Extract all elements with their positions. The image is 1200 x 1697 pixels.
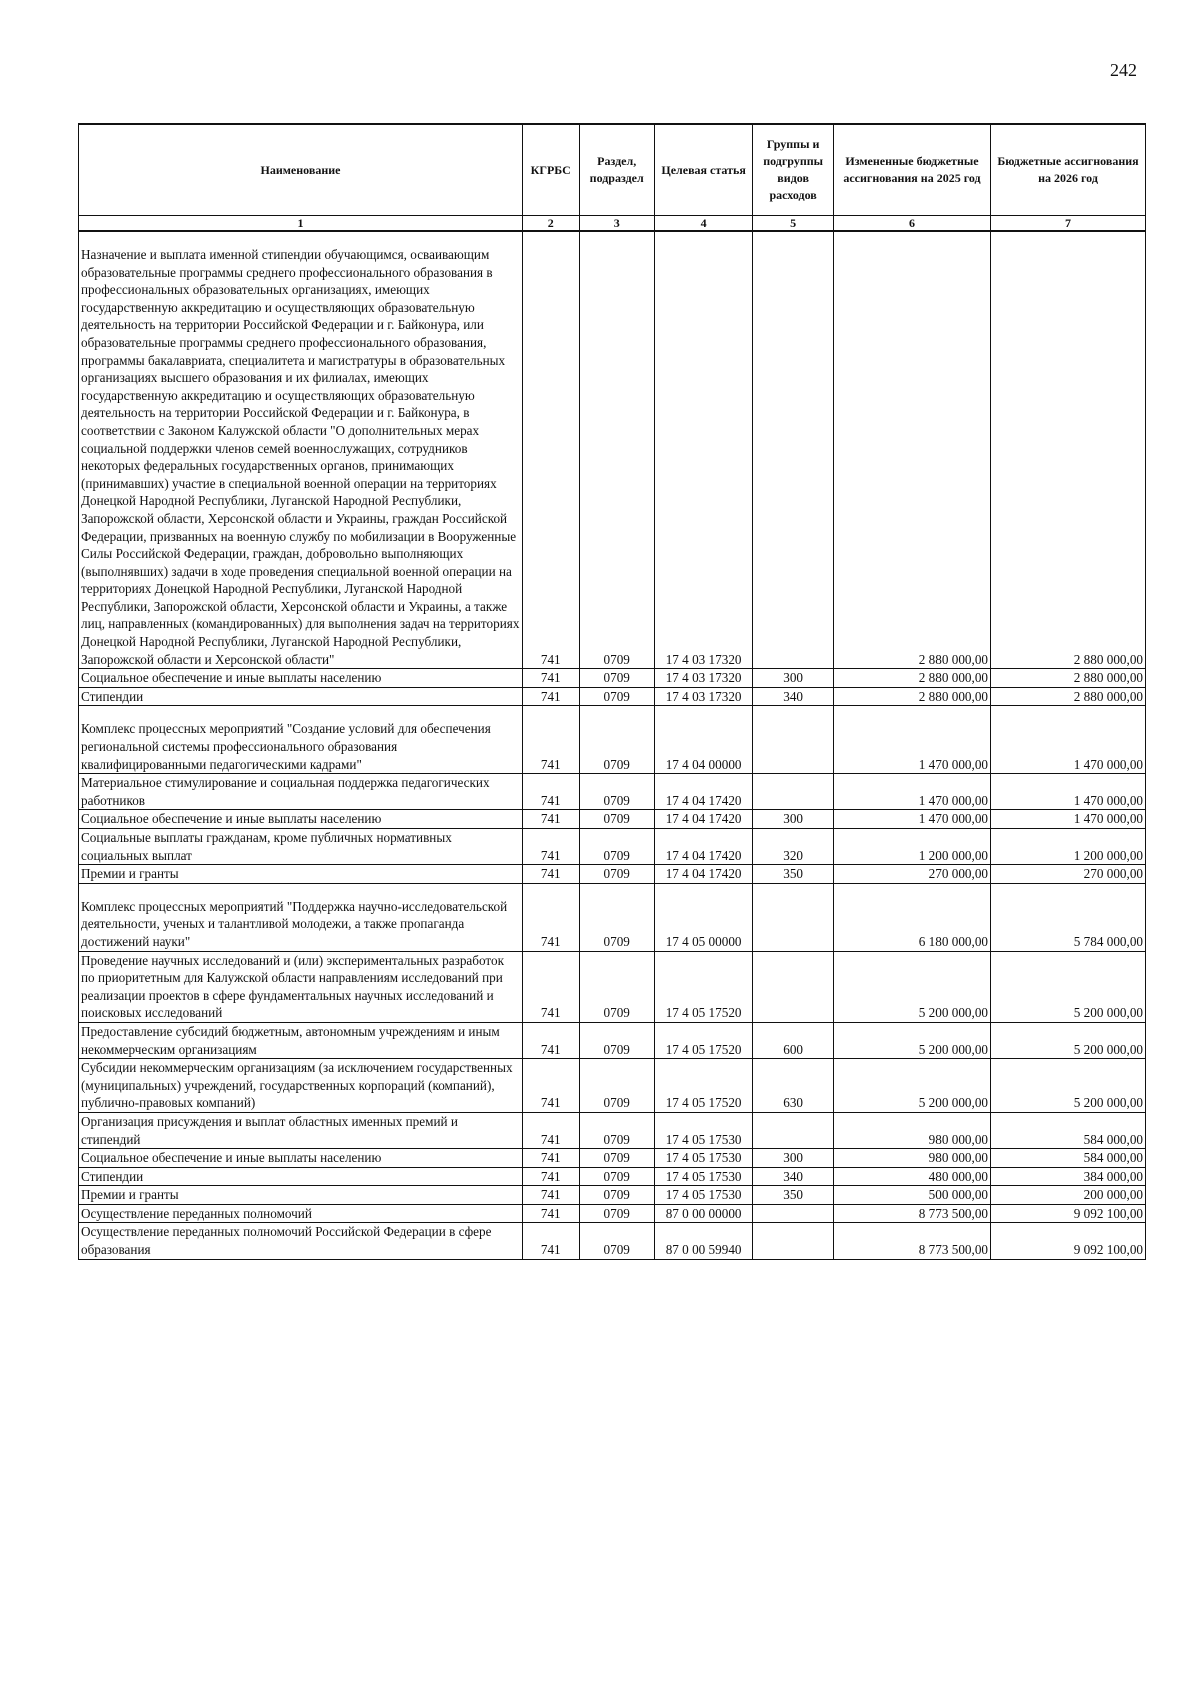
- spacer-cell: [654, 706, 752, 721]
- row-name: Стипендии: [79, 1167, 523, 1186]
- row-tselevaya: 17 4 05 17530: [654, 1186, 752, 1205]
- col-number: 3: [579, 216, 654, 232]
- row-kgrbs: 741: [522, 951, 579, 1022]
- row-value-2026: 584 000,00: [991, 1112, 1146, 1148]
- row-value-2026: 1 470 000,00: [991, 810, 1146, 829]
- table-row: [79, 898, 1146, 951]
- row-vid: [753, 246, 834, 669]
- row-name: Осуществление переданных полномочий Российской Федерации в сфере образования: [79, 1223, 523, 1259]
- row-razdel: 0709: [579, 951, 654, 1022]
- spacer-cell: [833, 231, 990, 246]
- row-vid: 350: [753, 865, 834, 884]
- row-tselevaya: 17 4 05 00000: [654, 898, 752, 951]
- row-razdel: 0709: [579, 898, 654, 951]
- row-name: Субсидии некоммерческим организациям (за исключением государственных (муниципальных) учреждений, государственных корпораций (компаний), публично-правовых компаний): [79, 1059, 523, 1113]
- row-name: Комплекс процессных мероприятий "Поддержка научно-исследовательской деятельности, ученых и талантливой молодежи, а также пропаганда достижений науки": [79, 898, 523, 951]
- row-value-2026: 2 880 000,00: [991, 246, 1146, 669]
- row-value-2025: 980 000,00: [833, 1149, 990, 1168]
- row-vid: [753, 898, 834, 951]
- row-value-2025: 1 470 000,00: [833, 774, 990, 810]
- row-tselevaya: 17 4 04 17420: [654, 774, 752, 810]
- col-number: 1: [79, 216, 523, 232]
- row-tselevaya: 17 4 05 17530: [654, 1167, 752, 1186]
- table-row: [79, 951, 1146, 1022]
- row-value-2026: 1 200 000,00: [991, 829, 1146, 865]
- row-value-2025: 5 200 000,00: [833, 951, 990, 1022]
- spacer-cell: [579, 883, 654, 898]
- row-vid: 630: [753, 1059, 834, 1113]
- spacer-cell: [79, 231, 523, 246]
- col-number: 2: [522, 216, 579, 232]
- row-value-2026: 1 470 000,00: [991, 720, 1146, 773]
- spacer-cell: [654, 883, 752, 898]
- row-vid: 300: [753, 810, 834, 829]
- budget-table: [78, 123, 1146, 1260]
- row-kgrbs: 741: [522, 687, 579, 706]
- table-row: [79, 1204, 1146, 1223]
- row-vid: [753, 1112, 834, 1148]
- row-value-2025: 5 200 000,00: [833, 1059, 990, 1113]
- table-row: [79, 810, 1146, 829]
- row-tselevaya: 17 4 05 17530: [654, 1112, 752, 1148]
- row-value-2026: 2 880 000,00: [991, 687, 1146, 706]
- row-value-2025: 8 773 500,00: [833, 1204, 990, 1223]
- row-tselevaya: 87 0 00 00000: [654, 1204, 752, 1223]
- row-name: Социальное обеспечение и иные выплаты населению: [79, 1149, 523, 1168]
- row-name: Осуществление переданных полномочий: [79, 1204, 523, 1223]
- row-name: Материальное стимулирование и социальная поддержка педагогических работников: [79, 774, 523, 810]
- header-izmen-2025: Измененные бюджетные ассигнования на 2025 год: [833, 124, 990, 216]
- row-kgrbs: 741: [522, 898, 579, 951]
- row-name: Премии и гранты: [79, 1186, 523, 1205]
- row-kgrbs: 741: [522, 1186, 579, 1205]
- col-number: 6: [833, 216, 990, 232]
- row-value-2025: 1 200 000,00: [833, 829, 990, 865]
- row-razdel: 0709: [579, 246, 654, 669]
- row-value-2025: 1 470 000,00: [833, 720, 990, 773]
- row-razdel: 0709: [579, 687, 654, 706]
- row-vid: 300: [753, 669, 834, 688]
- row-value-2026: 584 000,00: [991, 1149, 1146, 1168]
- row-kgrbs: 741: [522, 246, 579, 669]
- row-tselevaya: 17 4 04 00000: [654, 720, 752, 773]
- row-name: Предоставление субсидий бюджетным, автономным учреждениям и иным некоммерческим организациям: [79, 1022, 523, 1058]
- table-row: [79, 720, 1146, 773]
- header-kgrbs: КГРБС: [522, 124, 579, 216]
- row-value-2025: 2 880 000,00: [833, 687, 990, 706]
- row-razdel: 0709: [579, 1149, 654, 1168]
- row-kgrbs: 741: [522, 774, 579, 810]
- table-row: [79, 669, 1146, 688]
- table-row: [79, 829, 1146, 865]
- row-name: Стипендии: [79, 687, 523, 706]
- table-row: [79, 774, 1146, 810]
- row-tselevaya: 17 4 05 17520: [654, 1022, 752, 1058]
- row-razdel: 0709: [579, 829, 654, 865]
- row-razdel: 0709: [579, 1223, 654, 1259]
- spacer-cell: [833, 883, 990, 898]
- row-vid: 340: [753, 1167, 834, 1186]
- row-kgrbs: 741: [522, 865, 579, 884]
- row-razdel: 0709: [579, 1112, 654, 1148]
- row-razdel: 0709: [579, 1022, 654, 1058]
- header-tselevaya: Целевая статья: [654, 124, 752, 216]
- row-value-2025: 480 000,00: [833, 1167, 990, 1186]
- table-row: [79, 1223, 1146, 1259]
- spacer-cell: [79, 883, 523, 898]
- row-value-2025: 980 000,00: [833, 1112, 990, 1148]
- row-vid: 350: [753, 1186, 834, 1205]
- table-row: [79, 1149, 1146, 1168]
- row-value-2026: 384 000,00: [991, 1167, 1146, 1186]
- row-value-2025: 2 880 000,00: [833, 246, 990, 669]
- row-value-2026: 200 000,00: [991, 1186, 1146, 1205]
- row-vid: [753, 1223, 834, 1259]
- row-tselevaya: 17 4 03 17320: [654, 246, 752, 669]
- row-value-2025: 1 470 000,00: [833, 810, 990, 829]
- row-vid: 340: [753, 687, 834, 706]
- row-razdel: 0709: [579, 1204, 654, 1223]
- row-value-2025: 8 773 500,00: [833, 1223, 990, 1259]
- row-value-2026: 9 092 100,00: [991, 1204, 1146, 1223]
- table-row: [79, 1059, 1146, 1113]
- page-number: 242: [1110, 60, 1137, 80]
- spacer-cell: [579, 231, 654, 246]
- spacer-cell: [579, 706, 654, 721]
- spacer-cell: [522, 231, 579, 246]
- row-tselevaya: 17 4 04 17420: [654, 865, 752, 884]
- spacer-cell: [753, 706, 834, 721]
- spacer-cell: [833, 706, 990, 721]
- row-kgrbs: 741: [522, 669, 579, 688]
- table-row: [79, 1186, 1146, 1205]
- spacer-cell: [79, 706, 523, 721]
- row-name: Социальное обеспечение и иные выплаты населению: [79, 810, 523, 829]
- row-value-2025: 500 000,00: [833, 1186, 990, 1205]
- row-tselevaya: 17 4 05 17520: [654, 951, 752, 1022]
- spacer-row: [79, 231, 1146, 246]
- row-value-2026: 5 200 000,00: [991, 1022, 1146, 1058]
- row-value-2026: 5 784 000,00: [991, 898, 1146, 951]
- row-kgrbs: 741: [522, 1059, 579, 1113]
- row-name: Организация присуждения и выплат областных именных премий и стипендий: [79, 1112, 523, 1148]
- spacer-row: [79, 706, 1146, 721]
- row-tselevaya: 17 4 05 17530: [654, 1149, 752, 1168]
- row-tselevaya: 87 0 00 59940: [654, 1223, 752, 1259]
- row-tselevaya: 17 4 04 17420: [654, 810, 752, 829]
- header-gruppy: Группы и подгруппы видов расходов: [753, 124, 834, 216]
- spacer-cell: [753, 883, 834, 898]
- spacer-cell: [753, 231, 834, 246]
- row-value-2026: 9 092 100,00: [991, 1223, 1146, 1259]
- row-name: Назначение и выплата именной стипендии обучающимся, осваивающим образовательные программы среднего профессионального образования в профессиональных образовательных организациях, имеющих государственную аккредитацию и осуществляющих образовательную деятельность на территории Российской Федерации и г. Байконура, или образовательные программы среднего профессионального образования, программы бакалавриата, специалитета и магистратуры в образовательных организациях высшего образования и их филиалах, имеющих государственную аккредитацию и осуществляющих образовательную деятельность на территории Российской Федерации и г. Байконура, в соответствии с Законом Калужской области "О дополнительных мерах социальной поддержки членов семей военнослужащих, сотрудников некоторых федеральных государственных органов, принимающих (принимавших) участие в специальной военной операции на территориях Донецкой Народной Республики, Луганской Народной Республики, Запорожской области, Херсонской области и Украины, граждан Российской Федерации, призванных на военную службу по мобилизации в Вооруженные Силы Российской Федерации, граждан, добровольно выполняющих (выполнявших) задачи в ходе проведения специальной военной операции на территориях Донецкой Народной Республики, Луганской Народной Республики, Запорожской области, Херсонской области и Украины, а также лиц, направленных (командированных) для выполнения задач на территориях Донецкой Народной Республики, Луганской Народной Республики, Запорожской области и Херсонской области": [79, 246, 523, 669]
- row-tselevaya: 17 4 04 17420: [654, 829, 752, 865]
- table-row: [79, 1022, 1146, 1058]
- row-value-2025: 2 880 000,00: [833, 669, 990, 688]
- row-value-2026: 5 200 000,00: [991, 951, 1146, 1022]
- row-tselevaya: 17 4 05 17520: [654, 1059, 752, 1113]
- row-vid: [753, 1204, 834, 1223]
- row-razdel: 0709: [579, 1059, 654, 1113]
- row-razdel: 0709: [579, 1167, 654, 1186]
- row-kgrbs: 741: [522, 1167, 579, 1186]
- row-razdel: 0709: [579, 669, 654, 688]
- table-row: [79, 1167, 1146, 1186]
- table-row: [79, 687, 1146, 706]
- table-row: [79, 865, 1146, 884]
- row-value-2025: 5 200 000,00: [833, 1022, 990, 1058]
- row-kgrbs: 741: [522, 1022, 579, 1058]
- table-row: [79, 246, 1146, 669]
- row-kgrbs: 741: [522, 1149, 579, 1168]
- row-name: Социальное обеспечение и иные выплаты населению: [79, 669, 523, 688]
- spacer-cell: [654, 231, 752, 246]
- col-number: 4: [654, 216, 752, 232]
- row-vid: [753, 951, 834, 1022]
- spacer-cell: [991, 883, 1146, 898]
- row-kgrbs: 741: [522, 829, 579, 865]
- row-vid: [753, 720, 834, 773]
- row-kgrbs: 741: [522, 1204, 579, 1223]
- row-kgrbs: 741: [522, 720, 579, 773]
- header-razdel: Раздел, подраздел: [579, 124, 654, 216]
- row-tselevaya: 17 4 03 17320: [654, 687, 752, 706]
- row-tselevaya: 17 4 03 17320: [654, 669, 752, 688]
- row-value-2026: 2 880 000,00: [991, 669, 1146, 688]
- row-razdel: 0709: [579, 865, 654, 884]
- row-razdel: 0709: [579, 810, 654, 829]
- row-razdel: 0709: [579, 1186, 654, 1205]
- row-name: Проведение научных исследований и (или) экспериментальных разработок по приоритетным для Калужской области направлениям исследований при реализации проектов в сфере фундаментальных научных исследований и поисковых исследований: [79, 951, 523, 1022]
- row-value-2025: 270 000,00: [833, 865, 990, 884]
- header-number-row: [79, 216, 1146, 232]
- spacer-cell: [522, 883, 579, 898]
- row-vid: [753, 774, 834, 810]
- row-name: Комплекс процессных мероприятий "Создание условий для обеспечения региональной системы профессионального образования квалифицированными педагогическими кадрами": [79, 720, 523, 773]
- row-kgrbs: 741: [522, 1112, 579, 1148]
- row-value-2025: 6 180 000,00: [833, 898, 990, 951]
- col-number: 7: [991, 216, 1146, 232]
- row-value-2026: 1 470 000,00: [991, 774, 1146, 810]
- row-vid: 300: [753, 1149, 834, 1168]
- col-number: 5: [753, 216, 834, 232]
- spacer-row: [79, 883, 1146, 898]
- row-kgrbs: 741: [522, 810, 579, 829]
- header-row: [79, 124, 1146, 216]
- row-name: Социальные выплаты гражданам, кроме публичных нормативных социальных выплат: [79, 829, 523, 865]
- row-vid: 320: [753, 829, 834, 865]
- row-value-2026: 270 000,00: [991, 865, 1146, 884]
- row-name: Премии и гранты: [79, 865, 523, 884]
- spacer-cell: [991, 706, 1146, 721]
- row-razdel: 0709: [579, 774, 654, 810]
- row-razdel: 0709: [579, 720, 654, 773]
- row-value-2026: 5 200 000,00: [991, 1059, 1146, 1113]
- header-budget-2026: Бюджетные ассигнования на 2026 год: [991, 124, 1146, 216]
- table-row: [79, 1112, 1146, 1148]
- spacer-cell: [522, 706, 579, 721]
- header-name: Наименование: [79, 124, 523, 216]
- spacer-cell: [991, 231, 1146, 246]
- row-kgrbs: 741: [522, 1223, 579, 1259]
- row-vid: 600: [753, 1022, 834, 1058]
